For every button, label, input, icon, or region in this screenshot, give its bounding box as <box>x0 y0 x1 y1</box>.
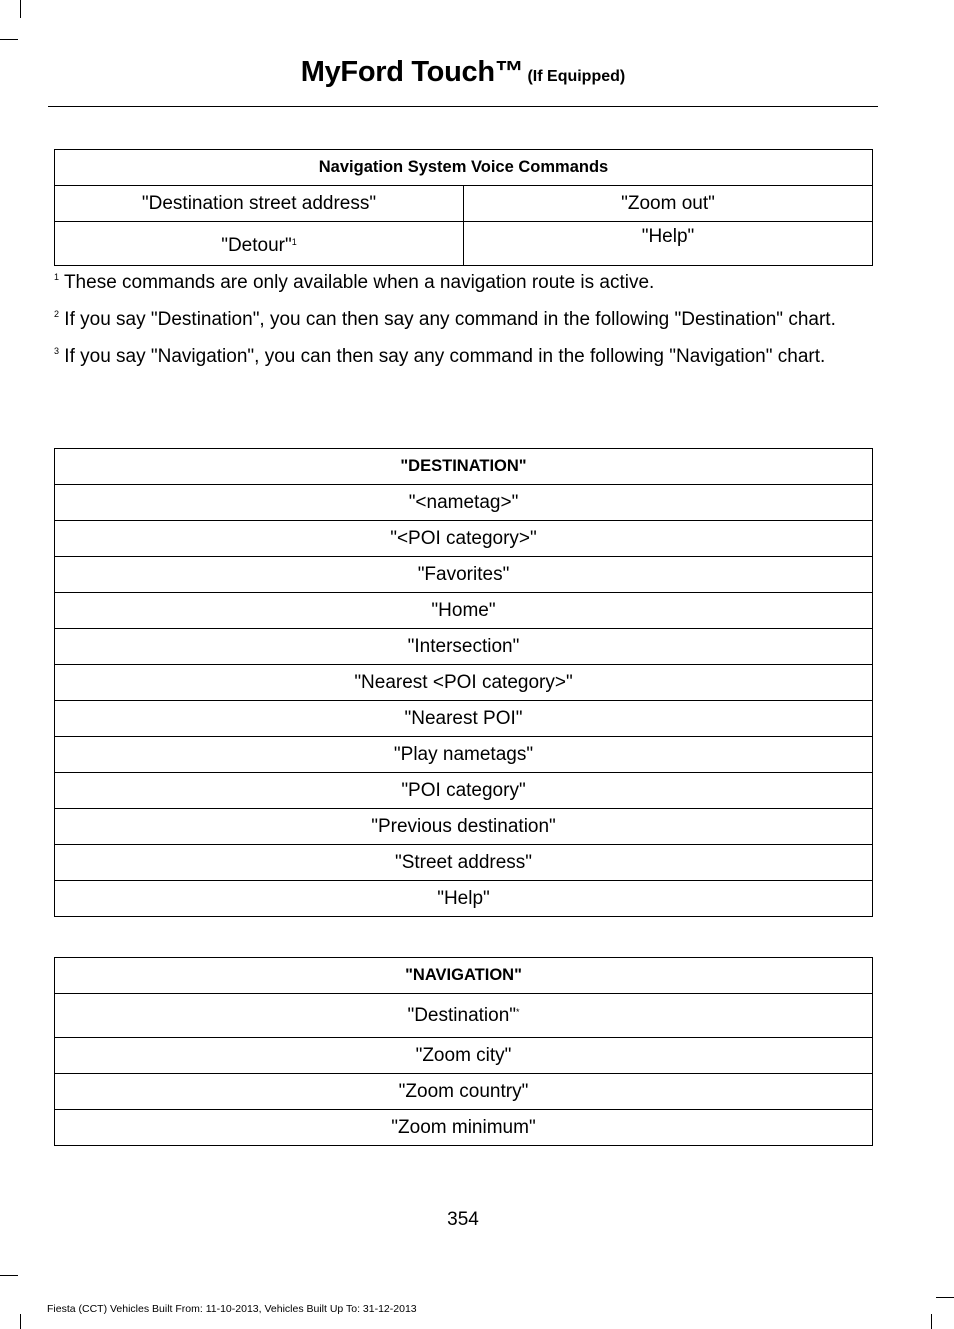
table-row: "<POI category>" <box>55 521 873 557</box>
cell-text: "Destination" <box>407 1004 517 1026</box>
table-row: "Help" <box>55 881 873 917</box>
table-row: "Play nametags" <box>55 737 873 773</box>
table-cell: "Zoom out" <box>464 186 873 222</box>
table-row: "Zoom country" <box>55 1074 873 1110</box>
table-row: "POI category" <box>55 773 873 809</box>
table-row: "Street address" <box>55 845 873 881</box>
table-heading: "DESTINATION" <box>55 449 873 485</box>
footnote-number: 2 <box>54 309 60 319</box>
crop-mark-bottom-right-v <box>931 1314 932 1329</box>
navigation-commands-table <box>54 957 873 1146</box>
destination-commands-table <box>54 448 873 917</box>
table-row: "Zoom city" <box>55 1038 873 1074</box>
crop-mark-top-left-h <box>0 39 18 40</box>
footnote-marker: * <box>516 1006 520 1017</box>
table-cell: "Destination street address" <box>55 186 464 222</box>
footnotes <box>54 270 874 381</box>
table-row <box>55 186 873 222</box>
footnote <box>54 270 874 298</box>
header-divider <box>48 106 878 107</box>
page-header <box>0 56 926 89</box>
table-row: "Favorites" <box>55 557 873 593</box>
footnote-text: These commands are only available when a navigation route is active. <box>63 272 655 293</box>
table-row: "Zoom minimum" <box>55 1110 873 1146</box>
crop-mark-bottom-left-h <box>0 1275 18 1276</box>
table-row: "Nearest <POI category>" <box>55 665 873 701</box>
footnote <box>54 344 874 372</box>
table-row <box>55 994 873 1038</box>
table-row: "Home" <box>55 593 873 629</box>
header-subtitle: (If Equipped) <box>527 68 626 85</box>
nav-voice-commands-table <box>54 149 873 266</box>
page-number: 354 <box>447 1209 479 1230</box>
table-row: "Previous destination" <box>55 809 873 845</box>
table-row: "Nearest POI" <box>55 701 873 737</box>
table-row: "Intersection" <box>55 629 873 665</box>
header-title: MyFord Touch™ <box>300 56 524 88</box>
footnote-marker: 1 <box>291 236 297 247</box>
table-cell <box>55 222 464 266</box>
footnote-text: If you say "Navigation", you can then say any command in the following "Navigation" chart. <box>64 346 826 367</box>
crop-mark-bottom-left-v <box>20 1314 21 1329</box>
footnote <box>54 307 874 335</box>
table-heading: "NAVIGATION" <box>55 958 873 994</box>
table-row: "<nametag>" <box>55 485 873 521</box>
crop-mark-top-left-v <box>20 0 21 18</box>
table-row <box>55 222 873 266</box>
footnote-number: 3 <box>54 346 60 356</box>
cell-text: "Detour" <box>221 234 292 256</box>
crop-mark-bottom-right-h <box>936 1297 954 1298</box>
table-cell: "Help" <box>464 222 873 266</box>
footnote-number: 1 <box>54 272 60 282</box>
table-heading: Navigation System Voice Commands <box>55 150 873 186</box>
footnote-text: If you say "Destination", you can then say any command in the following "Destination" chart. <box>64 309 836 330</box>
page-footer: Fiesta (CCT) Vehicles Built From: 11-10-2013, Vehicles Built Up To: 31-12-2013 <box>47 1303 417 1315</box>
